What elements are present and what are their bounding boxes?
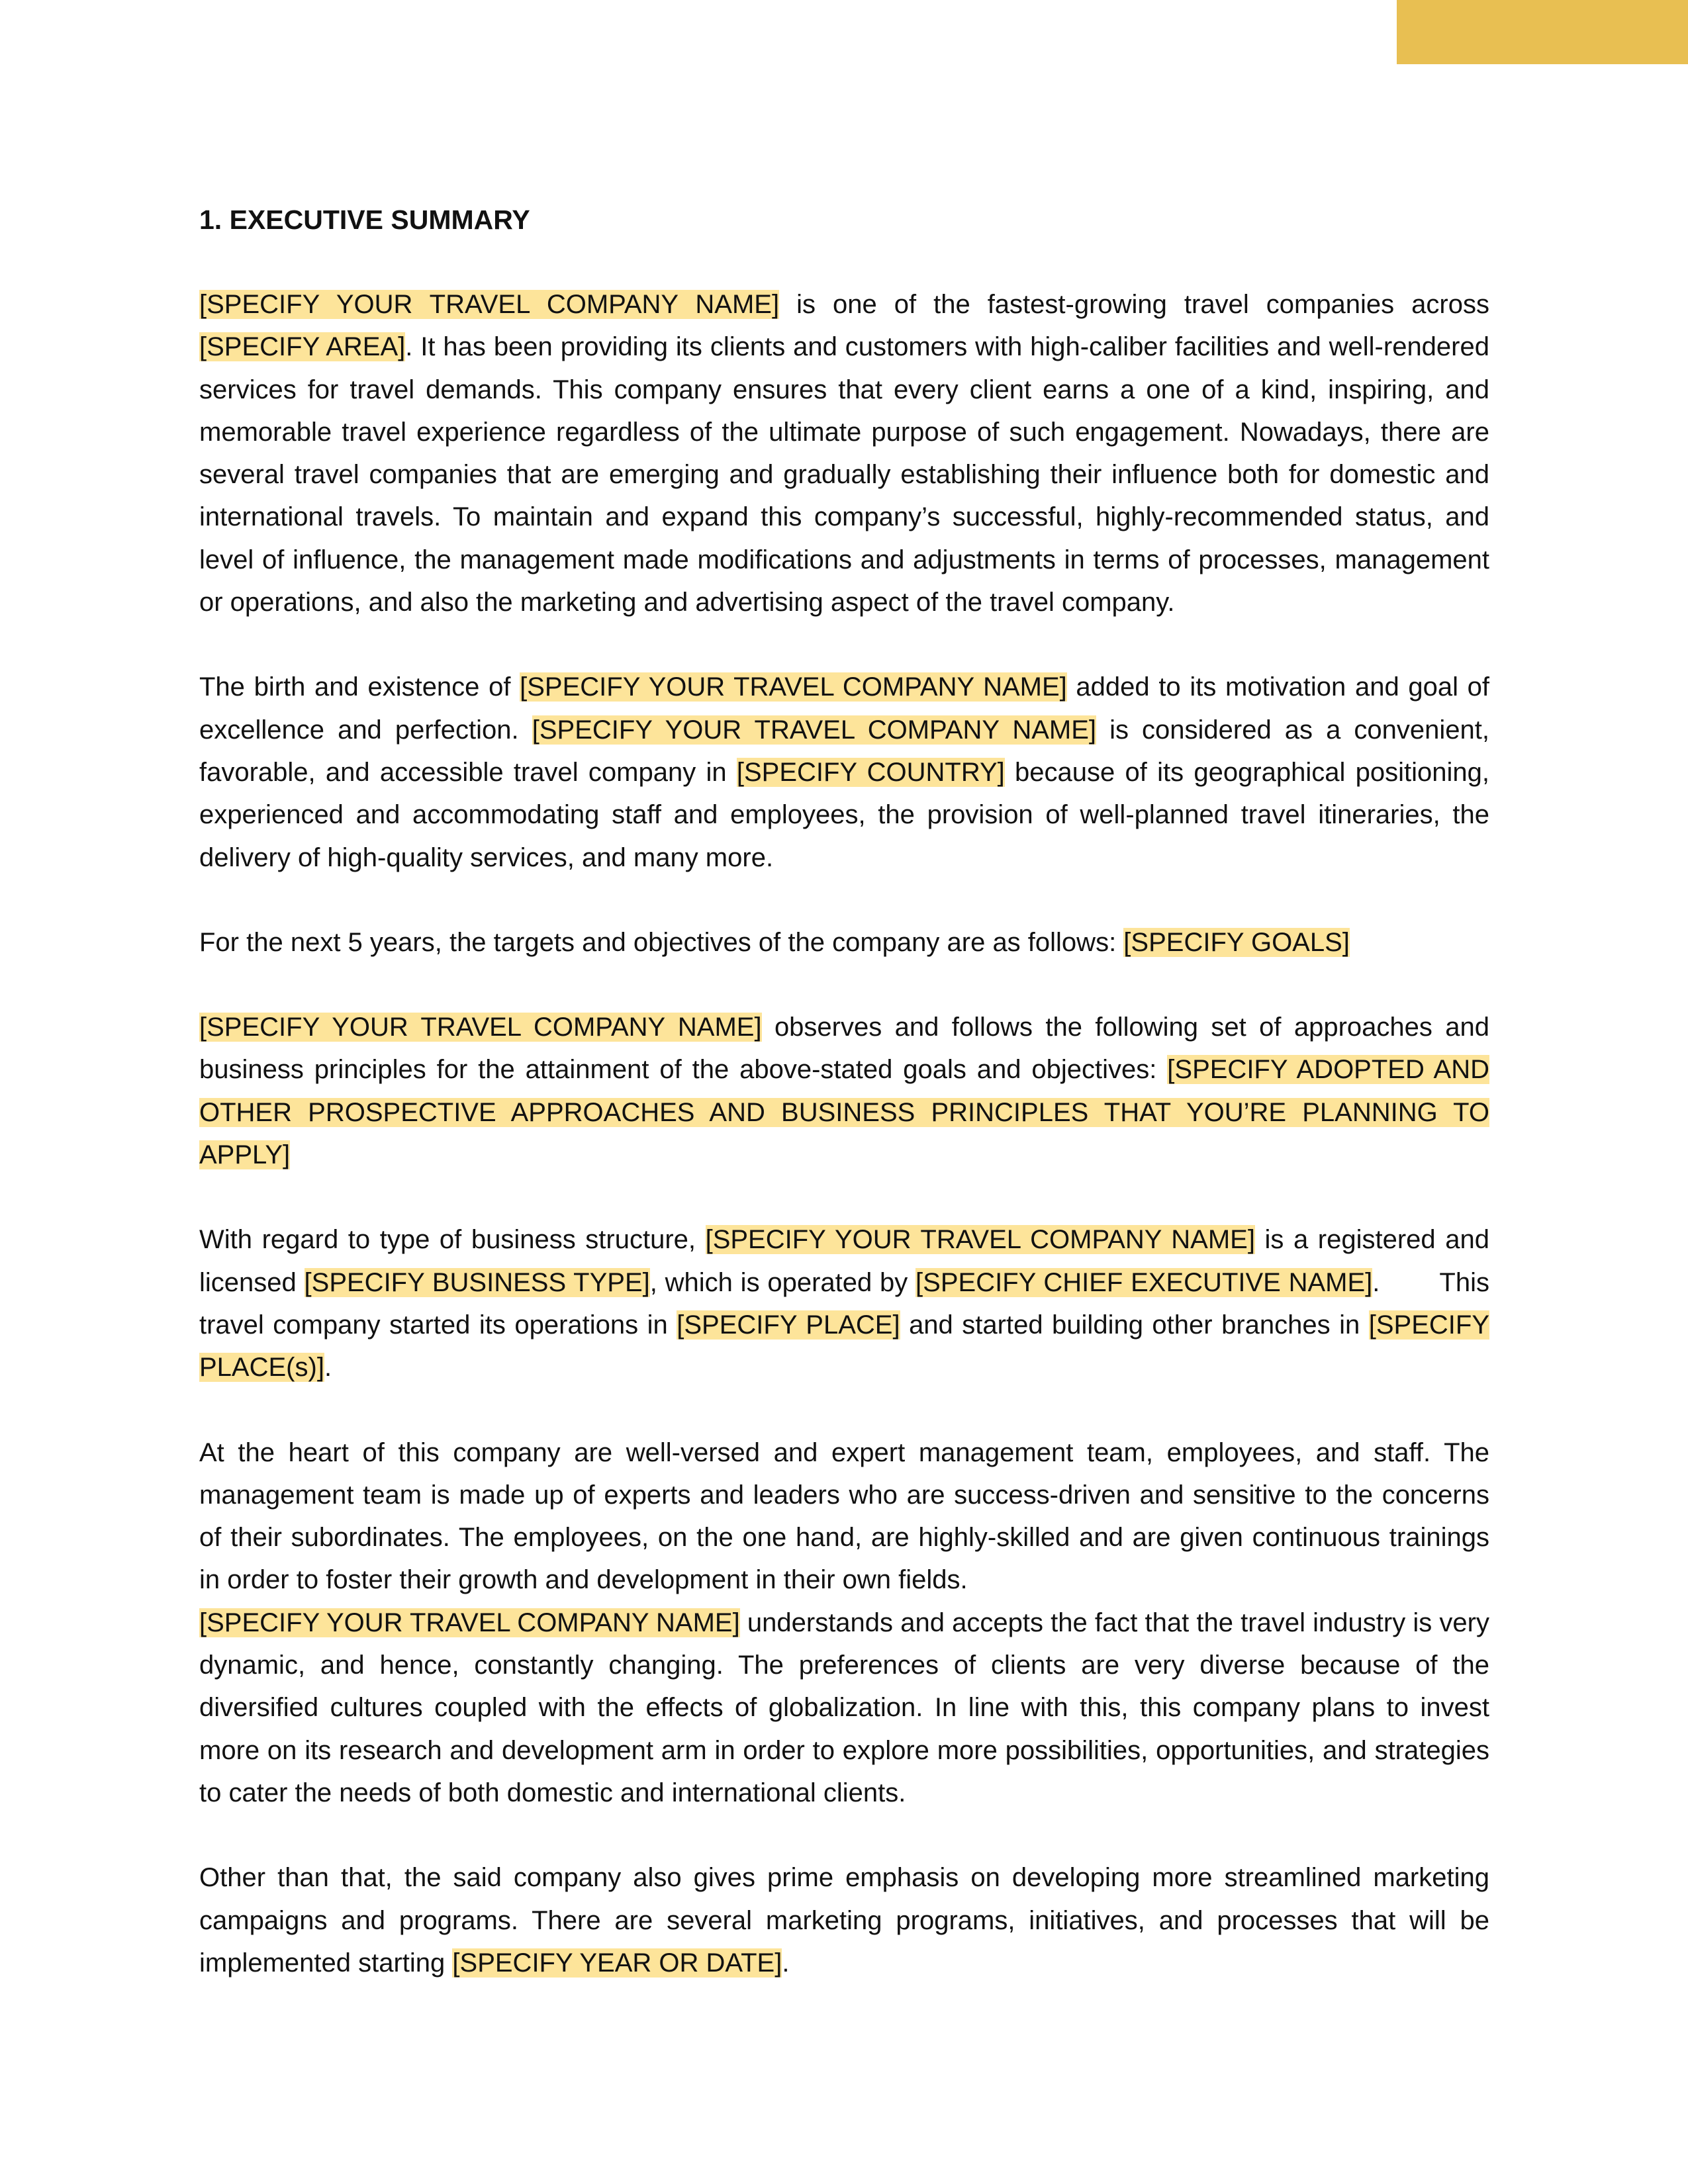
text-run: . xyxy=(782,1948,790,1978)
placeholder-company-name[interactable]: [SPECIFY YOUR TRAVEL COMPANY NAME] xyxy=(199,1608,740,1637)
placeholder-goals[interactable]: [SPECIFY GOALS] xyxy=(1123,927,1350,957)
paragraph-approaches xyxy=(199,1006,1489,1176)
text-run: observes and follows the following set of approaches and business principles for the attainment of the above-stated goals and objectives: xyxy=(199,1013,1489,1085)
placeholder-business-type[interactable]: [SPECIFY BUSINESS TYPE] xyxy=(304,1267,650,1297)
placeholder-country[interactable]: [SPECIFY COUNTRY] xyxy=(736,757,1005,787)
text-run: At the heart of this company are well-versed and expert management team, employees, and staff. The management team is made up of experts and leaders who are success-driven and sensitive to the concerns of their subordinates. The employees, on the one hand, are highly-skilled and are given continuous trainings in order to foster their growth and development in their own fields. xyxy=(199,1437,1489,1595)
text-run: The birth and existence of xyxy=(199,672,520,702)
text-run: This travel company started its operations in xyxy=(199,1267,1489,1340)
text-run: and started building other branches in xyxy=(900,1310,1369,1340)
placeholder-ceo-name[interactable]: [SPECIFY CHIEF EXECUTIVE NAME] xyxy=(915,1267,1373,1297)
placeholder-company-name[interactable]: [SPECIFY YOUR TRAVEL COMPANY NAME] xyxy=(705,1225,1255,1255)
section-heading: 1. EXECUTIVE SUMMARY xyxy=(199,205,530,235)
text-run: Other than that, the said company also gives prime emphasis on developing more streamlined marketing campaigns and programs. There are several marketing programs, initiatives, and processes that will be implemented starting xyxy=(199,1863,1489,1978)
text-run: added to its motivation and goal of excellence and perfection. xyxy=(199,672,1489,745)
text-run: . xyxy=(1372,1267,1380,1297)
placeholder-company-name[interactable]: [SPECIFY YOUR TRAVEL COMPANY NAME] xyxy=(199,290,780,319)
text-run: With regard to type of business structure, xyxy=(199,1225,706,1255)
text-run: understands and accepts the fact that the travel industry is very dynamic, and hence, constantly changing. The preferences of clients are very diverse because of the diversified cultures coupled with the effects of globalization. In line with this, this company plans to invest more on its research and development arm in order to explore more possibilities, opportunities, and strategies to cater the needs of both domestic and international clients. xyxy=(199,1608,1489,1807)
paragraph-goals xyxy=(199,921,1489,964)
text-run: is one of the fastest-growing travel companies across xyxy=(779,290,1489,319)
paragraph-industry xyxy=(199,1602,1489,1814)
paragraph-marketing xyxy=(199,1856,1489,1984)
placeholder-company-name[interactable]: [SPECIFY YOUR TRAVEL COMPANY NAME] xyxy=(532,715,1097,745)
text-run: because of its geographical positioning, experienced and accommodating staff and employees, the provision of well-planned travel itineraries, the delivery of high-quality services, and many more. xyxy=(199,757,1489,872)
text-run: . It has been providing its clients and customers with high-caliber facilities and well-rendered services for travel demands. This company ensures that every client earns a one of a kind, inspiring, and memorable travel experience regardless of the ultimate purpose of such engagement. Nowadays, there are several travel companies that are emerging and gradually establishing their influence both for domestic and international travels. To maintain and expand this company’s successful, highly-recommended status, and level of influence, the management made modifications and adjustments in terms of processes, management or operations, and also the marketing and advertising aspect of the travel company. xyxy=(199,332,1489,617)
placeholder-company-name[interactable]: [SPECIFY YOUR TRAVEL COMPANY NAME] xyxy=(199,1013,762,1042)
text-run: is a registered and licensed xyxy=(199,1225,1489,1297)
placeholder-places[interactable]: [SPECIFY PLACE(s)] xyxy=(199,1310,1490,1383)
paragraph-birth xyxy=(199,666,1489,878)
placeholder-place[interactable]: [SPECIFY PLACE] xyxy=(677,1310,900,1340)
text-run: . xyxy=(324,1353,332,1383)
paragraph-team xyxy=(199,1432,1489,1602)
placeholder-year-or-date[interactable]: [SPECIFY YEAR OR DATE] xyxy=(452,1948,782,1978)
placeholder-approaches[interactable]: [SPECIFY ADOPTED AND OTHER PROSPECTIVE APPROACHES AND BUSINESS PRINCIPLES THAT YOU’RE PLANNING TO APPLY] xyxy=(199,1055,1490,1170)
document-body xyxy=(199,199,1489,2026)
text-run: , which is operated by xyxy=(649,1267,916,1297)
text-run: For the next 5 years, the targets and objectives of the company are as follows: xyxy=(199,927,1124,957)
placeholder-company-name[interactable]: [SPECIFY YOUR TRAVEL COMPANY NAME] xyxy=(520,672,1067,702)
paragraph-intro xyxy=(199,283,1489,623)
corner-accent-tab xyxy=(1397,0,1688,64)
placeholder-area[interactable]: [SPECIFY AREA] xyxy=(199,332,406,362)
text-run: is considered as a convenient, favorable, and accessible travel company in xyxy=(199,715,1490,787)
paragraph-business-structure xyxy=(199,1218,1489,1388)
